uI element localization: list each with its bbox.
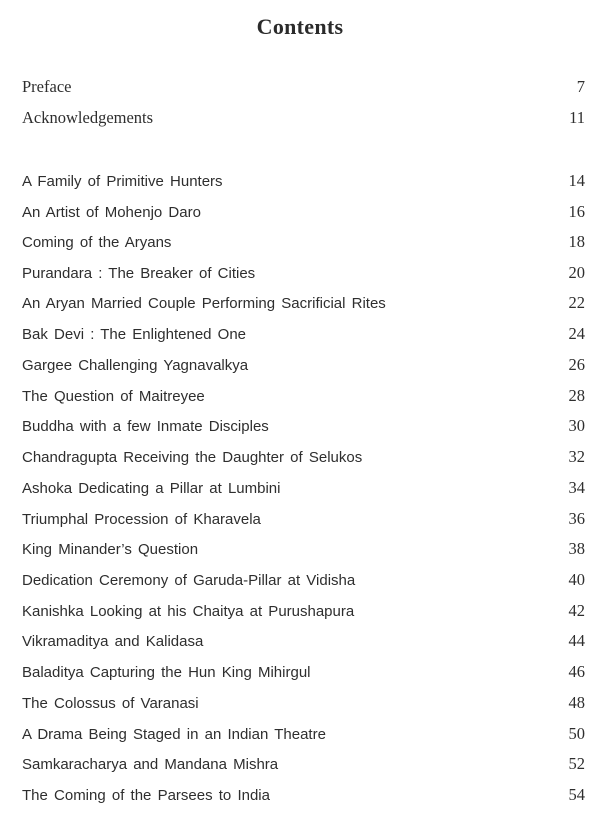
- toc-entry-page: 44: [568, 631, 585, 650]
- toc-entry[interactable]: [22, 171, 585, 193]
- toc-entry[interactable]: [22, 724, 585, 746]
- toc-entry-label: The Coming of the Parsees to India: [22, 787, 270, 804]
- toc-entry-page: 22: [568, 293, 585, 312]
- toc-entry-page: 42: [568, 601, 585, 620]
- toc-entry-label: A Family of Primitive Hunters: [22, 173, 223, 190]
- toc-entry-label: Preface: [22, 77, 72, 96]
- toc-entry-label: Dedication Ceremony of Garuda-Pillar at Vidisha: [22, 572, 356, 589]
- toc-entry-page: 26: [568, 355, 585, 374]
- toc-entry-label: Triumphal Procession of Kharavela: [22, 511, 261, 528]
- toc-entry-page: 30: [568, 416, 585, 435]
- toc-entry-page: 7: [576, 77, 585, 96]
- toc-entry[interactable]: [22, 416, 585, 438]
- toc-entry-label: An Aryan Married Couple Performing Sacrificial Rites: [22, 295, 386, 312]
- toc-entry[interactable]: [22, 785, 585, 807]
- toc-entry-page: 18: [568, 232, 585, 251]
- toc-entry-label: Ashoka Dedicating a Pillar at Lumbini: [22, 480, 281, 497]
- toc-entry-page: 50: [568, 724, 585, 743]
- toc-entry-label: Acknowledgements: [22, 108, 154, 127]
- toc-entry[interactable]: [22, 232, 585, 254]
- toc-entry-label: A Drama Being Staged in an Indian Theatre: [22, 726, 326, 743]
- toc-entry-label: The Question of Maitreyee: [22, 388, 205, 405]
- toc-entry[interactable]: [22, 293, 585, 315]
- toc-entry-label: Chandragupta Receiving the Daughter of Selukos: [22, 449, 363, 466]
- toc-entry[interactable]: [22, 478, 585, 500]
- toc-entry[interactable]: [22, 324, 585, 346]
- toc-entry[interactable]: [22, 754, 585, 776]
- toc-entry[interactable]: [22, 631, 585, 653]
- toc-entry-page: 52: [568, 754, 585, 773]
- toc-entry-label: King Minander’s Question: [22, 541, 199, 558]
- toc-entry-label: Buddha with a few Inmate Disciples: [22, 418, 269, 435]
- toc-entry-page: 16: [568, 202, 585, 221]
- toc-entry-page: 36: [568, 509, 585, 528]
- toc-entry[interactable]: [22, 355, 585, 377]
- toc-entry-page: 11: [569, 108, 585, 127]
- toc-entry[interactable]: [22, 263, 585, 285]
- toc-entry[interactable]: [22, 693, 585, 715]
- toc-entry-label: Samkaracharya and Mandana Mishra: [22, 756, 279, 773]
- toc-entry[interactable]: [22, 386, 585, 408]
- toc-entry-page: 34: [568, 478, 585, 497]
- toc-entry-page: 14: [568, 171, 585, 190]
- toc-entry[interactable]: [22, 509, 585, 531]
- toc-entry-page: 46: [568, 662, 585, 681]
- toc-entry-page: 38: [568, 539, 585, 558]
- toc-entry-label: Vikramaditya and Kalidasa: [22, 633, 204, 650]
- toc-entry[interactable]: [22, 662, 585, 684]
- toc-entry-preface[interactable]: [22, 77, 585, 99]
- toc-entry-page: 54: [568, 785, 585, 804]
- toc-entry-label: Purandara : The Breaker of Cities: [22, 265, 256, 282]
- toc-entry-label: Coming of the Aryans: [22, 234, 172, 251]
- toc-entry[interactable]: [22, 601, 585, 623]
- toc-entry-label: An Artist of Mohenjo Daro: [22, 204, 201, 221]
- toc-entry-page: 40: [568, 570, 585, 589]
- toc-entry-label: The Colossus of Varanasi: [22, 695, 199, 712]
- toc-entry[interactable]: [22, 202, 585, 224]
- toc-entry-label: Baladitya Capturing the Hun King Mihirgul: [22, 664, 311, 681]
- toc-entry[interactable]: [22, 570, 585, 592]
- toc-entry[interactable]: [22, 447, 585, 469]
- toc-entry-label: Bak Devi : The Enlightened One: [22, 326, 247, 343]
- toc-entry-page: 32: [568, 447, 585, 466]
- toc-entry-page: 28: [568, 386, 585, 405]
- toc-entry-page: 20: [568, 263, 585, 282]
- toc-entry-label: Kanishka Looking at his Chaitya at Purushapura: [22, 603, 355, 620]
- toc-entry-page: 48: [568, 693, 585, 712]
- toc-entry-acknowledgements[interactable]: [22, 108, 585, 130]
- page-title: Contents: [256, 14, 344, 39]
- toc-entry-label: Gargee Challenging Yagnavalkya: [22, 357, 249, 374]
- toc-entry[interactable]: [22, 539, 585, 561]
- toc-entry-page: 24: [568, 324, 585, 343]
